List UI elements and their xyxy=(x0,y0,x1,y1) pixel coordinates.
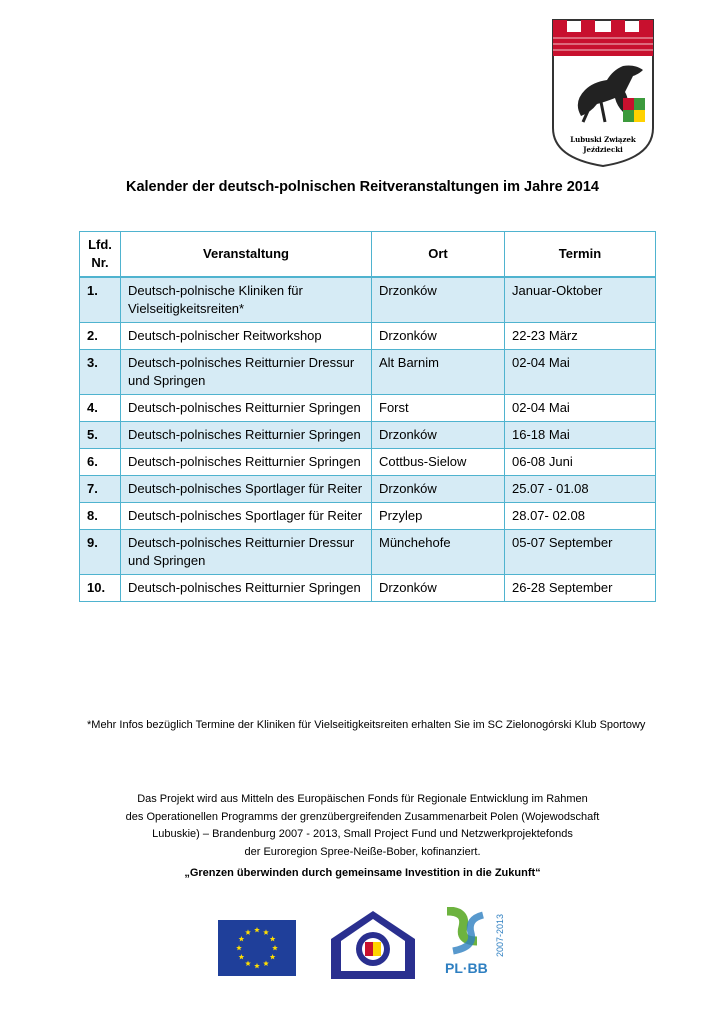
cell-date: 02-04 Mai xyxy=(505,395,656,422)
cell-date: 02-04 Mai xyxy=(505,350,656,395)
cell-nr: 1. xyxy=(80,277,121,323)
table-row xyxy=(80,350,656,395)
cell-event: Deutsch-polnisches Reitturnier Springen xyxy=(121,449,372,476)
header-date: Termin xyxy=(505,232,656,278)
table-row xyxy=(80,422,656,449)
cell-place: Alt Barnim xyxy=(372,350,505,395)
coat-of-arms-icon xyxy=(623,98,645,122)
plbb-years: 2007-2013 xyxy=(495,913,505,957)
cell-date: 05-07 September xyxy=(505,530,656,575)
funding-line: Lubuskie) – Brandenburg 2007 - 2013, Small Project Fund und Netzwerkprojektefonds xyxy=(152,828,573,840)
table-row xyxy=(80,530,656,575)
cell-nr: 7. xyxy=(80,476,121,503)
header-event: Veranstaltung xyxy=(121,232,372,278)
table-row xyxy=(80,449,656,476)
cell-event: Deutsch-polnisches Reitturnier Dressur und Springen xyxy=(121,530,372,575)
events-table xyxy=(79,231,656,602)
cell-nr: 10. xyxy=(80,575,121,602)
eu-flag-icon xyxy=(218,920,296,976)
plbb-text: PL·BB xyxy=(445,960,488,976)
table-row xyxy=(80,476,656,503)
cell-date: 22-23 März xyxy=(505,323,656,350)
cell-place: Drzonków xyxy=(372,323,505,350)
cell-place: Drzonków xyxy=(372,575,505,602)
euroregion-logo-icon xyxy=(327,909,419,981)
cell-date: Januar-Oktober xyxy=(505,277,656,323)
cell-place: Cottbus-Sielow xyxy=(372,449,505,476)
footnote: *Mehr Infos bezüglich Termine der Kliniken für Vielseitigkeitsreiten erhalten Sie im SC Zielonogórski Klub Sportowy xyxy=(87,719,646,731)
page-title: Kalender der deutsch-polnischen Reitveranstaltungen im Jahre 2014 xyxy=(125,179,599,195)
header-nr: Lfd. Nr. xyxy=(80,232,121,278)
pl-bb-logo-icon xyxy=(443,907,507,977)
cell-place: Przylep xyxy=(372,503,505,530)
cell-nr: 4. xyxy=(80,395,121,422)
cell-date: 06-08 Juni xyxy=(505,449,656,476)
funding-line: Das Projekt wird aus Mitteln des Europäischen Fonds für Regionale Entwicklung im Rahmen xyxy=(137,793,588,805)
cell-nr: 8. xyxy=(80,503,121,530)
cell-event: Deutsch-polnisches Reitturnier Dressur und Springen xyxy=(121,350,372,395)
header-place: Ort xyxy=(372,232,505,278)
funding-line: der Euroregion Spree-Neiße-Bober, kofinanziert. xyxy=(244,845,481,858)
cell-event: Deutsch-polnisches Sportlager für Reiter xyxy=(121,503,372,530)
cell-event: Deutsch-polnisches Reitturnier Springen xyxy=(121,422,372,449)
cell-event: Deutsch-polnischer Reitworkshop xyxy=(121,323,372,350)
table-row xyxy=(80,395,656,422)
table-row xyxy=(80,323,656,350)
funding-line: des Operationellen Programms der grenzübergreifenden Zusammenarbeit Polen (Wojewodschaft xyxy=(125,810,600,823)
cell-place: Forst xyxy=(372,395,505,422)
cell-place: Drzonków xyxy=(372,476,505,503)
cell-event: Deutsch-polnisches Reitturnier Springen xyxy=(121,575,372,602)
logo-caption-line1: Lubuski Związek xyxy=(570,135,636,144)
cell-nr: 6. xyxy=(80,449,121,476)
cell-date: 26-28 September xyxy=(505,575,656,602)
table-header-row xyxy=(80,232,656,278)
table-row xyxy=(80,503,656,530)
cell-event: Deutsch-polnisches Reitturnier Springen xyxy=(121,395,372,422)
funding-statement xyxy=(0,791,725,861)
cell-date: 28.07- 02.08 xyxy=(505,503,656,530)
cell-nr: 2. xyxy=(80,323,121,350)
cell-place: Drzonków xyxy=(372,277,505,323)
slogan: „Grenzen überwinden durch gemeinsame Investition in die Zukunft“ xyxy=(184,867,541,879)
logo-caption-line2: Jeździecki xyxy=(583,145,623,154)
cell-event: Deutsch-polnische Kliniken für Vielseitigkeitsreiten* xyxy=(121,277,372,323)
table-row xyxy=(80,277,656,323)
cell-event: Deutsch-polnisches Sportlager für Reiter xyxy=(121,476,372,503)
cell-nr: 5. xyxy=(80,422,121,449)
club-logo xyxy=(551,18,655,168)
cell-date: 16-18 Mai xyxy=(505,422,656,449)
cell-place: Münchehofe xyxy=(372,530,505,575)
cell-date: 25.07 - 01.08 xyxy=(505,476,656,503)
cell-nr: 9. xyxy=(80,530,121,575)
table-row xyxy=(80,575,656,602)
cell-nr: 3. xyxy=(80,350,121,395)
cell-place: Drzonków xyxy=(372,422,505,449)
